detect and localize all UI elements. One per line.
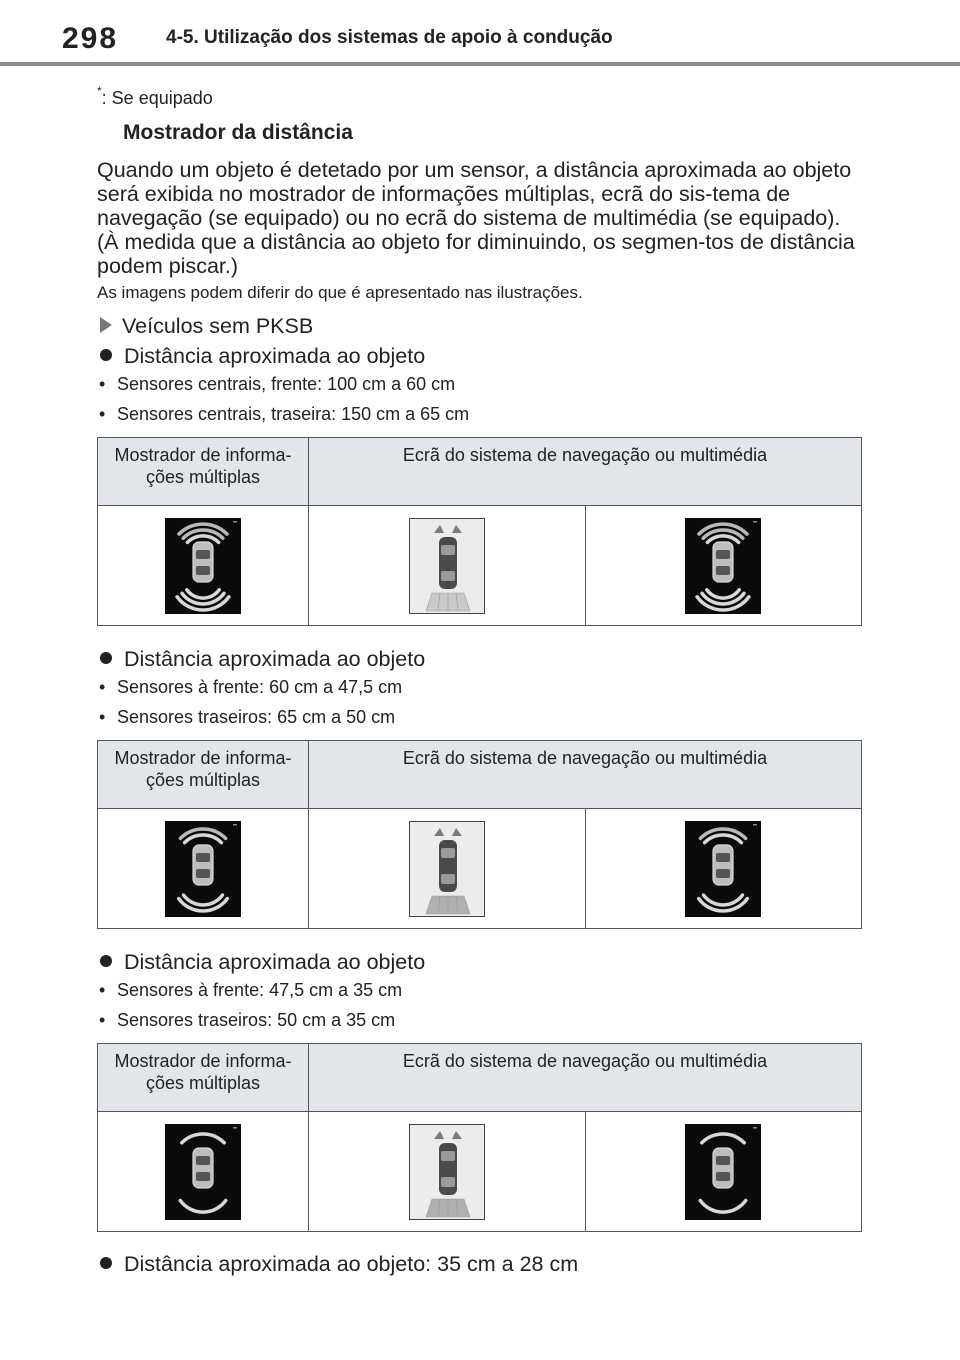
list-item-text: Sensores centrais, frente: 100 cm a 60 cm	[117, 374, 456, 394]
cell-nav-dark-image	[585, 1112, 862, 1232]
page-header	[0, 0, 960, 66]
nav-dark-display-image	[685, 518, 761, 614]
col-header-multi-info: Mostrador de informa-ções múltiplas	[98, 1044, 309, 1112]
list-item: • Sensores centrais, frente: 100 cm a 60 cm	[99, 374, 456, 394]
category-label: Veículos sem PKSB	[122, 314, 314, 338]
multi-info-display-image	[165, 1124, 241, 1220]
page-number: 298	[62, 22, 119, 55]
display-table-3	[97, 1043, 862, 1232]
cell-nav-dark-image	[585, 506, 862, 626]
bullet-icon	[100, 652, 112, 664]
display-table-1	[97, 437, 862, 626]
bullet-icon	[100, 955, 112, 967]
multi-info-display-image	[165, 518, 241, 614]
col-header-navigation: Ecrã do sistema de navegação ou multimédia	[309, 1044, 862, 1112]
list-item: • Sensores à frente: 60 cm a 47,5 cm	[99, 677, 403, 697]
multi-info-display-image	[165, 821, 241, 917]
list-item: • Sensores à frente: 47,5 cm a 35 cm	[99, 980, 403, 1000]
nav-light-display-image	[409, 821, 485, 917]
group-2-title	[100, 647, 425, 672]
cell-nav-dark-image	[585, 809, 862, 929]
cell-nav-light-image	[309, 809, 586, 929]
cell-multi-info-image	[98, 506, 309, 626]
bullet-icon	[100, 1257, 112, 1269]
group-1-title	[100, 344, 425, 369]
triangle-icon	[100, 317, 112, 333]
nav-light-display-image	[409, 518, 485, 614]
col-header-multi-info: Mostrador de informa-ções múltiplas	[98, 741, 309, 809]
footnote	[97, 86, 213, 109]
footnote-marker: *	[97, 84, 102, 98]
col-header-navigation: Ecrã do sistema de navegação ou multimédia	[309, 741, 862, 809]
section-title: 4-5. Utilização dos sistemas de apoio à condução	[166, 27, 613, 48]
final-bullet	[100, 1252, 578, 1277]
image-note: As imagens podem diferir do que é apresentado nas ilustrações.	[97, 283, 583, 302]
list-item: • Sensores centrais, traseira: 150 cm a 65 cm	[99, 404, 470, 424]
cell-multi-info-image	[98, 809, 309, 929]
col-header-multi-info: Mostrador de informa-ções múltiplas	[98, 438, 309, 506]
nav-light-display-image	[409, 1124, 485, 1220]
subsection-title: Mostrador da distância	[123, 121, 353, 144]
nav-dark-display-image	[685, 1124, 761, 1220]
col-header-navigation: Ecrã do sistema de navegação ou multimédia	[309, 438, 862, 506]
list-item-text: Sensores traseiros: 65 cm a 50 cm	[117, 707, 396, 727]
list-item-text: Sensores à frente: 60 cm a 47,5 cm	[117, 677, 403, 697]
list-item: • Sensores traseiros: 65 cm a 50 cm	[99, 707, 396, 727]
cell-nav-light-image	[309, 506, 586, 626]
cell-nav-light-image	[309, 1112, 586, 1232]
display-table-2	[97, 740, 862, 929]
nav-dark-display-image	[685, 821, 761, 917]
cell-multi-info-image	[98, 1112, 309, 1232]
header-divider	[0, 62, 960, 66]
group-title-text: Distância aproximada ao objeto	[124, 344, 426, 368]
group-3-title	[100, 950, 425, 975]
list-item-text: Sensores à frente: 47,5 cm a 35 cm	[117, 980, 403, 1000]
list-item: • Sensores traseiros: 50 cm a 35 cm	[99, 1010, 396, 1030]
category-heading	[100, 314, 313, 339]
group-title-text: Distância aproximada ao objeto	[124, 950, 426, 974]
list-item-text: Sensores centrais, traseira: 150 cm a 65 cm	[117, 404, 470, 424]
list-item-text: Sensores traseiros: 50 cm a 35 cm	[117, 1010, 396, 1030]
bullet-icon	[100, 349, 112, 361]
group-title-text: Distância aproximada ao objeto	[124, 647, 426, 671]
footnote-text: : Se equipado	[101, 88, 213, 108]
body-paragraph: Quando um objeto é detetado por um sensor, a distância aproximada ao objeto será exibida no mostrador de informações múltiplas, ecrã do sis-tema de navegação (se equipado) ou no ecrã do sistema de multimédia (se equipado). (À medida que a distância ao objeto for diminuindo, os segmen-tos de distância podem piscar.)	[97, 158, 855, 278]
final-bullet-text: Distância aproximada ao objeto: 35 cm a 28 cm	[124, 1252, 579, 1276]
